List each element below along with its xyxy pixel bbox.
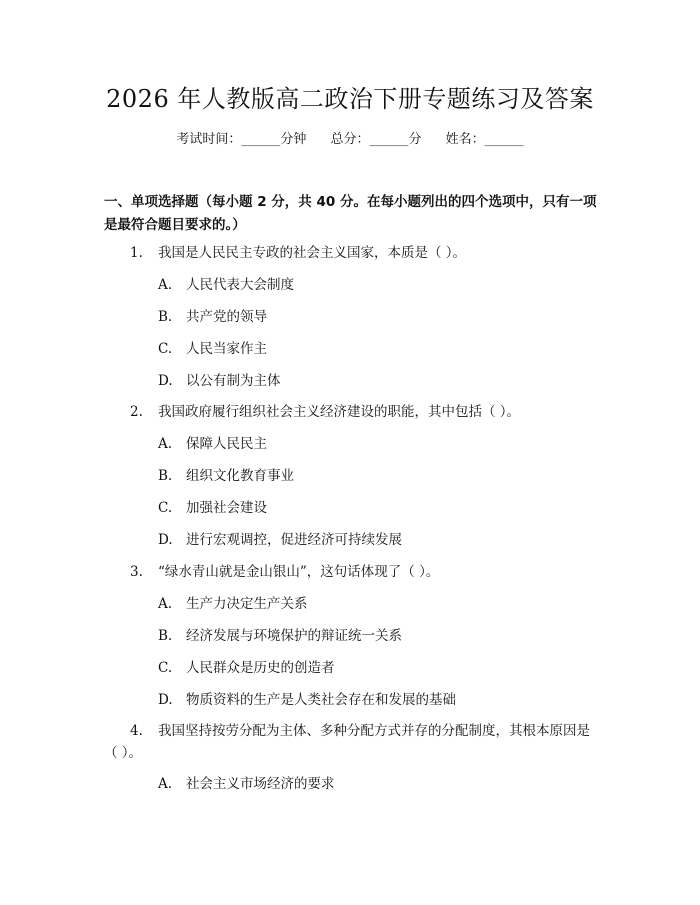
question-number: 2. xyxy=(130,404,143,420)
question-number: 3. xyxy=(130,564,143,580)
option-3d xyxy=(158,689,598,711)
option-letter: D. xyxy=(158,692,173,708)
option-4a xyxy=(158,773,598,795)
question-number: 4. xyxy=(130,723,143,739)
option-text: 加强社会建设 xyxy=(186,500,267,516)
option-letter: A. xyxy=(158,436,173,452)
option-letter: A. xyxy=(158,277,173,293)
option-3b xyxy=(158,625,598,647)
option-2a xyxy=(158,433,598,455)
option-text: 进行宏观调控，促进经济可持续发展 xyxy=(186,532,402,548)
option-letter: A. xyxy=(158,596,173,612)
option-1a xyxy=(158,274,598,296)
document-title: 2026 年人教版高二政治下册专题练习及答案 xyxy=(106,85,594,113)
question-text: 我国坚持按劳分配为主体、多种分配方式并存的分配制度，其根本原因是（ ）。 xyxy=(104,723,590,761)
option-text: 共产党的领导 xyxy=(186,309,267,325)
question-text: 我国是人民民主专政的社会主义国家，本质是（ ）。 xyxy=(158,245,467,261)
question-text: 我国政府履行组织社会主义经济建设的职能，其中包括（ ）。 xyxy=(158,404,521,420)
option-1c xyxy=(158,338,598,360)
option-letter: D. xyxy=(158,373,173,389)
question-2 xyxy=(130,401,600,423)
option-1d xyxy=(158,370,598,392)
option-1b xyxy=(158,306,598,328)
question-number: 1. xyxy=(130,245,143,261)
option-text: 以公有制为主体 xyxy=(186,373,281,389)
option-text: 社会主义市场经济的要求 xyxy=(186,776,335,792)
option-3c xyxy=(158,657,598,679)
option-2b xyxy=(158,465,598,487)
option-letter: B. xyxy=(158,309,173,325)
option-letter: C. xyxy=(158,660,173,676)
exam-score: 总分：______分 xyxy=(330,132,422,147)
option-letter: C. xyxy=(158,500,173,516)
option-text: 生产力决定生产关系 xyxy=(186,596,308,612)
exam-time: 考试时间：______分钟 xyxy=(176,132,307,147)
option-letter: A. xyxy=(158,776,173,792)
option-2d xyxy=(158,529,598,551)
option-letter: B. xyxy=(158,468,173,484)
option-letter: B. xyxy=(158,628,173,644)
option-text: 人民群众是历史的创造者 xyxy=(186,660,335,676)
option-2c xyxy=(158,497,598,519)
question-text: “绿水青山就是金山银山”，这句话体现了（ ）。 xyxy=(158,564,440,580)
option-letter: D. xyxy=(158,532,173,548)
option-text: 人民代表大会制度 xyxy=(186,277,294,293)
exam-meta xyxy=(0,130,700,150)
question-3 xyxy=(130,561,600,583)
option-text: 经济发展与环境保护的辩证统一关系 xyxy=(186,628,402,644)
question-1 xyxy=(130,242,600,264)
section-heading: 一、单项选择题（每小题 2 分，共 40 分。在每小题列出的四个选项中，只有一项是最符合题目要求的。） xyxy=(104,194,597,233)
option-letter: C. xyxy=(158,341,173,357)
option-text: 组织文化教育事业 xyxy=(186,468,294,484)
question-4 xyxy=(104,720,602,764)
exam-name: 姓名：______ xyxy=(445,132,524,147)
option-text: 物质资料的生产是人类社会存在和发展的基础 xyxy=(186,692,456,708)
option-3a xyxy=(158,593,598,615)
option-text: 人民当家作主 xyxy=(186,341,267,357)
option-text: 保障人民民主 xyxy=(186,436,267,452)
